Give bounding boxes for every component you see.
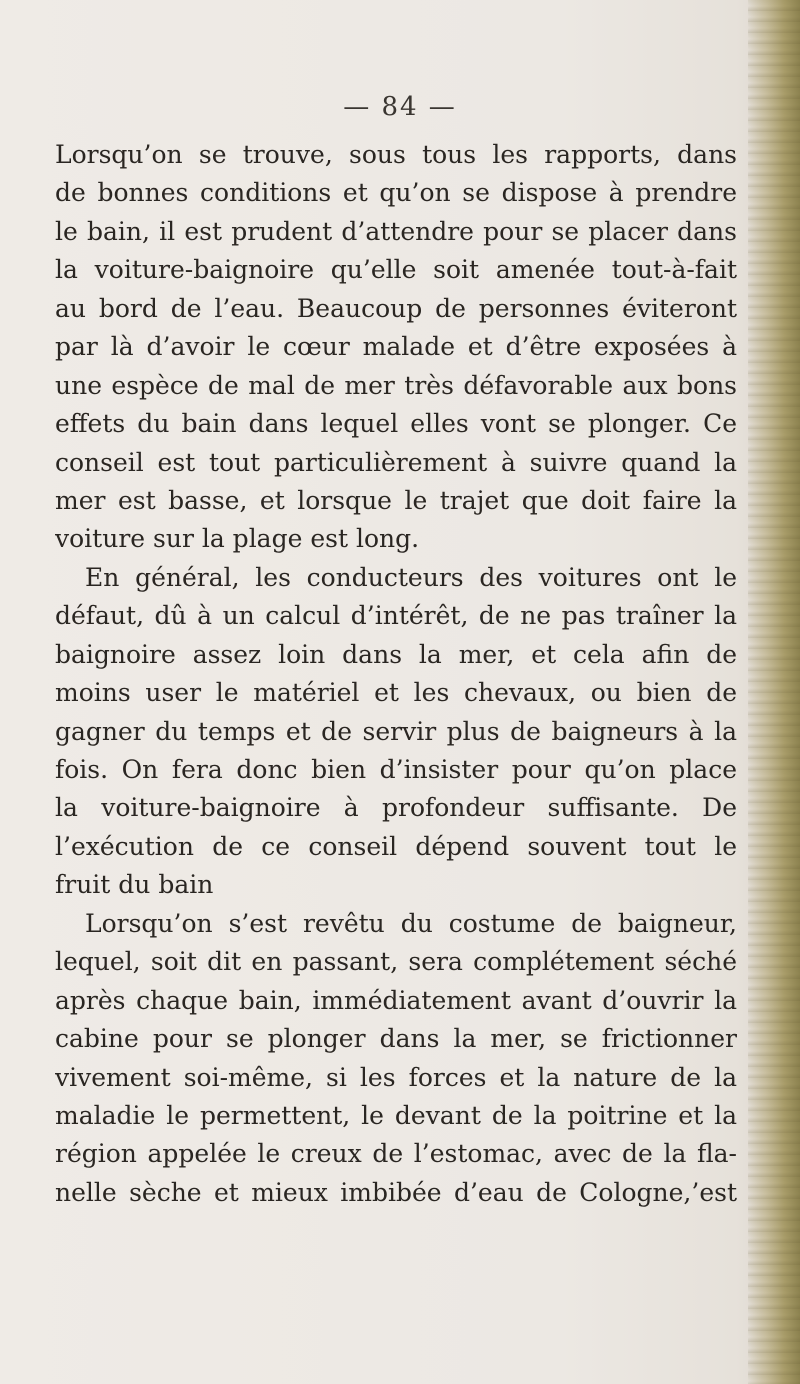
text-line: le bain, il est prudent d’attendre pour se placer dans — [55, 216, 737, 246]
text-line: défaut, dû à un calcul d’intérêt, de ne pas traîner la — [55, 601, 737, 631]
text-line: par là d’avoir le cœur malade et d’être exposées à — [55, 332, 737, 362]
text-line: nelle sèche et mieux imbibée d’eau de Cologne,’est — [55, 1177, 737, 1207]
body-text — [55, 136, 737, 1212]
text-line: fois. On fera donc bien d’insister pour qu’on place — [55, 755, 737, 784]
text-line: vivement soi-même, si les forces et la nature de la — [55, 1062, 737, 1092]
text-line: voiture sur la plage est long. — [55, 524, 420, 554]
text-line: la voiture-baignoire qu’elle soit amenée tout-à-fait — [55, 255, 737, 285]
text-line: baignoire assez loin dans la mer, et cela afin de — [55, 639, 737, 669]
text-line: fruit du bain — [55, 870, 214, 900]
text-line: la voiture-baignoire à profondeur suffisante. De — [55, 793, 737, 823]
text-line: mer est basse, et lorsque le trajet que doit faire la — [55, 485, 737, 515]
text-line: effets du bain dans lequel elles vont se plonger. Ce — [55, 409, 737, 439]
text-line: En général, les conducteurs des voitures ont le — [85, 562, 737, 592]
text-line: moins user le matériel et les chevaux, ou bien de — [55, 678, 737, 708]
text-line: cabine pour se plonger dans la mer, se frictionner — [55, 1024, 737, 1054]
text-line: lequel, soit dit en passant, sera complétement séché — [55, 947, 737, 977]
text-line: maladie le permettent, le devant de la poitrine et la — [55, 1100, 737, 1130]
text-line: au bord de l’eau. Beaucoup de personnes éviteront — [55, 293, 737, 323]
page-number: — 84 — — [343, 92, 457, 122]
text-line: de bonnes conditions et qu’on se dispose à prendre — [55, 178, 737, 208]
text-line: une espèce de mal de mer très défavorable aux bons — [55, 370, 737, 400]
text-line: après chaque bain, immédiatement avant d’ouvrir la — [55, 985, 737, 1015]
paragraph — [55, 559, 737, 905]
text-line: conseil est tout particulièrement à suivre quand la — [55, 447, 737, 477]
paragraph — [55, 905, 737, 1213]
paragraph — [55, 136, 737, 559]
text-line: Lorsqu’on s’est revêtu du costume de baigneur, — [85, 908, 737, 938]
text-line: Lorsqu’on se trouve, sous tous les rapports, dans — [55, 140, 737, 169]
text-line: région appelée le creux de l’estomac, avec de la fla- — [55, 1139, 737, 1169]
page-edge-shadow — [748, 0, 800, 1384]
text-line: l’exécution de ce conseil dépend souvent tout le — [55, 831, 737, 861]
text-line: gagner du temps et de servir plus de baigneurs à la — [55, 716, 737, 746]
